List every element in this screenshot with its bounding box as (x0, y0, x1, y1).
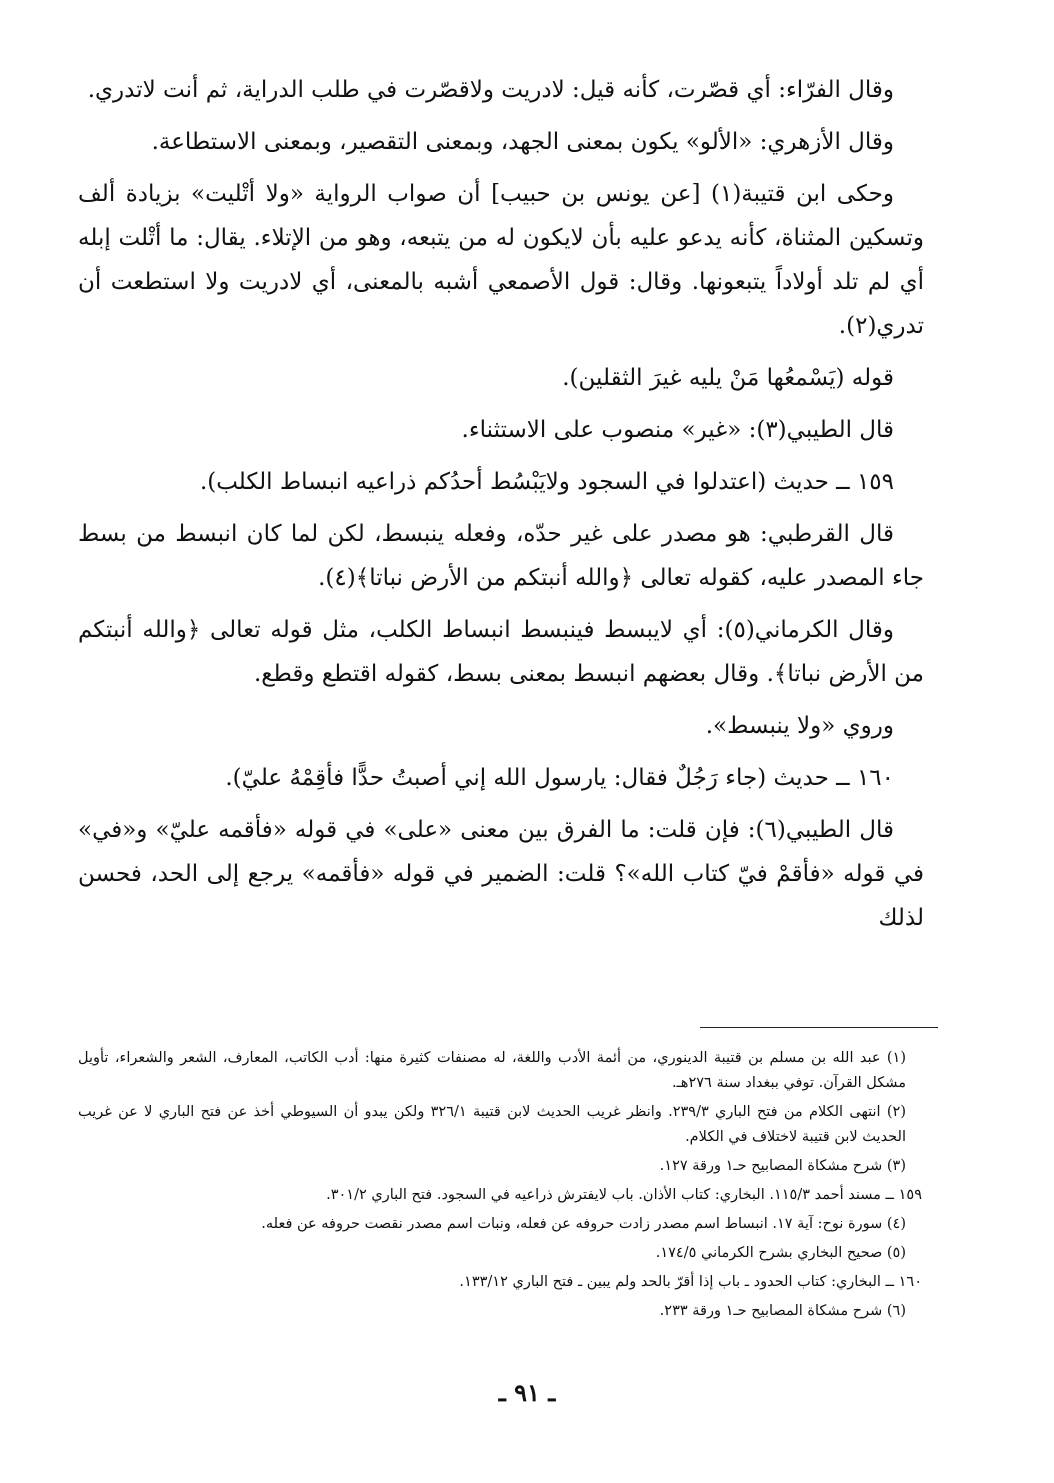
hadith-160: ١٦٠ ــ حديث (جاء رَجُلٌ فقال: يارسول الله إني أصبتُ حدًّا فأقِمْهُ عليّ). (225, 765, 894, 791)
paragraph-azhari: وقال الأزهري: «الألو» يكون بمعنى الجهد، وبمعنى التقصير، وبمعنى الاستطاعة. (151, 129, 894, 155)
hadith-159: ١٥٩ ــ حديث (اعتدلوا في السجود ولايَبْسُط أحدُكم ذراعيه انبساط الكلب). (199, 469, 894, 495)
footnote-2: (٢) انتهى الكلام من فتح الباري ٢٣٩/٣. وانظر غريب الحديث لابن قتيبة ٣٢٦/١ ولكن يبدو أن السيوطي أخذ عن فتح الباري لا عن غريب الحديث لابن قتيبة لاختلاف في الكلام. (78, 1104, 906, 1145)
paragraph-tibi-2: قال الطيبي(٦): فإن قلت: ما الفرق بين معنى «على» في قوله «فأقمه عليّ» و«في» في قوله «فأقمْ فيّ كتاب الله»؟ قلت: الضمير في قوله «فأقمه» يرجع إلى الحد، فحسن لذلك (78, 817, 924, 931)
footnote-159: ١٥٩ ــ مسند أحمد ١١٥/٣. البخاري: كتاب الأذان. باب لايفترش ذراعيه في السجود. فتح الباري ٣٠١/٢. (326, 1187, 922, 1203)
paragraph-farra: وقال الفرّاء: أي قصّرت، كأنه قيل: لادريت ولاقصّرت في طلب الدراية، ثم أنت لاتدري. (87, 77, 894, 103)
page-number: ـ ٩١ ـ (498, 1378, 556, 1407)
footnotes (78, 1046, 922, 1328)
footnote-divider (700, 1027, 938, 1028)
paragraph-qawluhu: قوله (يَسْمعُها مَنْ يليه غيرَ الثقلين). (562, 365, 894, 391)
paragraph-ibn-qutayba: وحكى ابن قتيبة(١) [عن يونس بن حبيب] أن صواب الرواية «ولا أتْليت» بزيادة ألف وتسكين المثناة، كأنه يدعو عليه بأن لايكون له من يتبعه، وهو من الإتلاء. يقال: ما أتْلت إبله أي لم تلد أولاداً يتبعونها. وقال: قول الأصمعي أشبه بالمعنى، أي لادريت ولا استطعت أن تدري(٢). (78, 181, 924, 339)
paragraph-wa-ruwiya: وروي «ولا ينبسط». (705, 713, 894, 739)
paragraph-kirmani: وقال الكرماني(٥): أي لايبسط فينبسط انبساط الكلب، مثل قوله تعالى ﴿والله أنبتكم من الأرض نباتا﴾. وقال بعضهم انبسط بمعنى بسط، كقوله اقتطع وقطع. (78, 617, 924, 687)
footnote-3: (٣) شرح مشكاة المصابيح حـ١ ورقة ١٢٧. (659, 1158, 906, 1174)
paragraph-qurtubi: قال القرطبي: هو مصدر على غير حدّه، وفعله ينبسط، لكن لما كان انبسط من بسط جاء المصدر عليه، كقوله تعالى ﴿والله أنبتكم من الأرض نباتا﴾(٤). (78, 521, 924, 591)
footnote-1: (١) عبد الله بن مسلم بن قتيبة الدينوري، من أئمة الأدب واللغة، له مصنفات كثيرة منها: أدب الكاتب، المعارف، الشعر والشعراء، تأويل مشكل القرآن. توفي ببغداد سنة ٢٧٦هـ. (78, 1050, 906, 1091)
paragraph-tibi-1: قال الطيبي(٣): «غير» منصوب على الاستثناء. (461, 417, 894, 443)
main-text (78, 68, 924, 948)
footnote-6: (٦) شرح مشكاة المصابيح حـ١ ورقة ٢٣٣. (659, 1303, 906, 1319)
footnote-5: (٥) صحيح البخاري بشرح الكرماني ١٧٤/٥. (655, 1245, 906, 1261)
footnote-160: ١٦٠ ــ البخاري: كتاب الحدود ـ باب إذا أقرّ بالحد ولم يبين ـ فتح الباري ١٣٣/١٢. (459, 1274, 922, 1290)
footnote-4: (٤) سورة نوح: آية ١٧. انبساط اسم مصدر زادت حروفه عن فعله، ونبات اسم مصدر نقصت حروفه عن فعله. (261, 1216, 906, 1232)
